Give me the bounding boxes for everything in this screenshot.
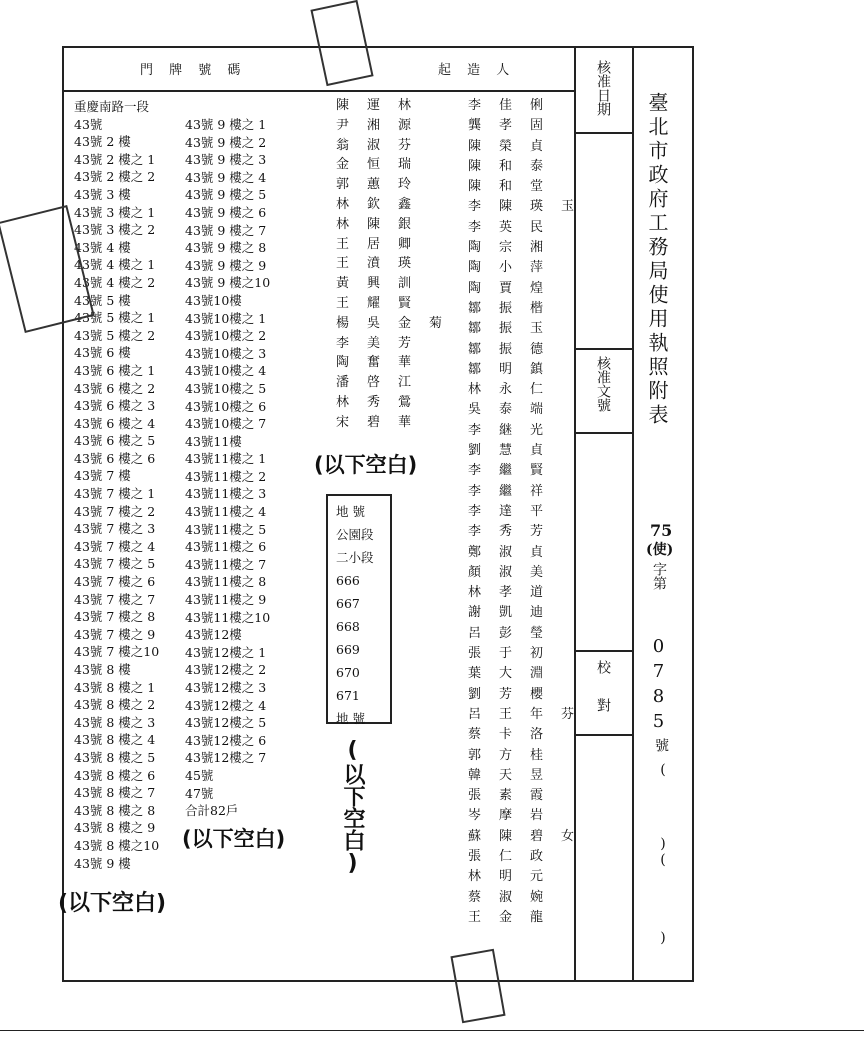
- proofread-header: 校對: [595, 660, 611, 736]
- builder-name: 蔡淑婉: [468, 889, 562, 905]
- builder-name: 李秀芳: [468, 524, 562, 540]
- builder-name: 鄭淑貞: [468, 544, 562, 560]
- builder-name: 鄒振玉: [468, 321, 562, 337]
- address-row: 43號11樓之 9: [185, 592, 267, 608]
- address-row: 43號 6 樓: [74, 345, 131, 361]
- builder-name: 翁淑芬: [336, 137, 430, 153]
- address-row: 43號 3 樓: [74, 186, 131, 202]
- address-row: 43號11樓之 5: [185, 521, 267, 537]
- address-row: 43號 5 樓: [74, 292, 131, 308]
- builder-name: 李繼祥: [468, 483, 562, 499]
- blank-mark-builders: (以下空白): [314, 453, 418, 477]
- address-row: 43號 8 樓之 2: [74, 697, 156, 713]
- address-row: 43號 6 樓之 4: [74, 415, 156, 431]
- address-row: 43號 7 樓之 4: [74, 538, 156, 554]
- blank-mark-addresses: (以下空白): [182, 827, 286, 851]
- address-row: 43號12樓之 5: [185, 715, 267, 731]
- builder-name: 林永仁: [468, 382, 562, 398]
- builder-name: 陳榮貞: [468, 138, 562, 154]
- address-row: 43號 7 樓之 8: [74, 609, 156, 625]
- builder-name: 金恒瑞: [336, 157, 430, 173]
- land-lot-row: 668: [336, 619, 360, 634]
- builder-name: 李美芳: [336, 335, 430, 351]
- blank-mark-lots: (以下空白): [340, 738, 365, 876]
- address-list-1: [74, 98, 159, 872]
- address-list-2: [185, 116, 270, 820]
- door-number-header: 門 牌 號 碼: [140, 63, 247, 78]
- builder-name: 郭蕙玲: [336, 177, 430, 193]
- builder-name: 謝凱迪: [468, 605, 562, 621]
- land-lot-row: 地 號: [336, 504, 365, 519]
- address-row: 43號12樓之 7: [185, 750, 267, 766]
- builder-name: 王濆瑛: [336, 256, 430, 272]
- builder-name: 李達平: [468, 503, 562, 519]
- land-lot-row: 671: [336, 688, 360, 703]
- builder-name: 王耀賢: [336, 295, 430, 311]
- address-row: 43號 8 樓之 5: [74, 749, 156, 765]
- address-row: 43號 5 樓之 1: [74, 310, 156, 326]
- address-row: 43號 7 樓之 6: [74, 574, 156, 590]
- address-row: 合計82戶: [185, 803, 239, 819]
- address-row: 43號 4 樓: [74, 239, 131, 255]
- blank-mark-bottom: (以下空白): [58, 891, 167, 916]
- address-row: 43號 9 樓之 9: [185, 257, 267, 273]
- land-lot-row: 二小段: [336, 550, 374, 565]
- land-lot-row: 666: [336, 573, 360, 588]
- address-row: 43號 8 樓之 8: [74, 802, 156, 818]
- license-suffix: 號: [653, 738, 669, 752]
- builder-name: 李陳瑛玉: [468, 199, 593, 215]
- address-row: 43號 9 樓之 3: [185, 152, 267, 168]
- address-row: 47號: [185, 785, 214, 801]
- address-row: 重慶南路一段: [74, 99, 150, 114]
- builder-name: 劉慧貞: [468, 443, 562, 459]
- address-row: 43號11樓之 6: [185, 539, 267, 555]
- builder-name: 張仁政: [468, 848, 562, 864]
- address-row: 43號 8 樓之10: [74, 837, 160, 853]
- builder-list-1: [336, 96, 460, 433]
- address-row: 43號 7 樓之 5: [74, 556, 156, 572]
- address-row: 43號 5 樓之 2: [74, 327, 156, 343]
- builder-name: 呂王年芬: [468, 706, 593, 722]
- builder-name: 陶賈煌: [468, 280, 562, 296]
- address-row: 43號11樓之 1: [185, 451, 267, 467]
- license-paren-open: (: [655, 762, 671, 778]
- builder-name: 潘啓江: [336, 375, 430, 391]
- builder-name: 李繼賢: [468, 463, 562, 479]
- address-row: 43號10樓之 7: [185, 416, 267, 432]
- land-lot-row: 669: [336, 642, 360, 657]
- address-row: 43號 3 樓之 1: [74, 204, 156, 220]
- license-year: 75: [650, 521, 673, 540]
- address-row: 43號10樓之 2: [185, 328, 267, 344]
- address-row: 43號 4 樓之 2: [74, 274, 156, 290]
- builder-name: 宋碧華: [336, 414, 430, 430]
- address-row: 43號10樓之 6: [185, 398, 267, 414]
- builder-name: 蘇陳碧女: [468, 828, 593, 844]
- builder-name: 吳泰端: [468, 402, 562, 418]
- builder-name: 陳和堂: [468, 179, 562, 195]
- license-paren-close: ): [655, 930, 671, 946]
- address-row: 43號 7 樓: [74, 468, 131, 484]
- address-row: 43號12樓之 2: [185, 662, 267, 678]
- builder-name: 林欽鑫: [336, 196, 430, 212]
- address-row: 43號 9 樓之10: [185, 275, 271, 291]
- builder-name: 龔孝固: [468, 118, 562, 134]
- builder-name: 鄒振楷: [468, 300, 562, 316]
- land-lot-row: 670: [336, 665, 360, 680]
- builder-name: 陳運林: [336, 98, 430, 113]
- builder-name: 陶奮華: [336, 355, 430, 371]
- address-row: 45號: [185, 767, 214, 783]
- builder-name: 韓天昱: [468, 767, 562, 783]
- address-row: 43號 6 樓之 6: [74, 450, 156, 466]
- builder-name: 鄒明鎮: [468, 361, 562, 377]
- land-lot-row: 公園段: [336, 527, 374, 542]
- builder-name: 黃興訓: [336, 276, 430, 292]
- land-lot-row: 667: [336, 596, 360, 611]
- builder-name: 李英民: [468, 219, 562, 235]
- builder-name: 李佳俐: [468, 98, 562, 113]
- builder-name: 劉芳櫻: [468, 686, 562, 702]
- address-row: 43號11樓之 4: [185, 504, 267, 520]
- builder-name: 蔡卡洛: [468, 727, 562, 743]
- address-row: 43號11樓: [185, 433, 242, 449]
- builder-name: 林孝道: [468, 585, 562, 601]
- address-row: 43號 7 樓之10: [74, 644, 160, 660]
- address-row: 43號 3 樓之 2: [74, 222, 156, 238]
- address-row: 43號 6 樓之 2: [74, 380, 156, 396]
- address-row: 43號 8 樓之 4: [74, 732, 156, 748]
- builder-name: 郭方桂: [468, 747, 562, 763]
- address-row: 43號: [74, 116, 103, 132]
- builder-name: 林陳銀: [336, 216, 430, 232]
- form-title: 臺北市政府工務局使用執照附表: [645, 92, 669, 428]
- builder-name: 林秀鶯: [336, 394, 430, 410]
- address-row: 43號10樓之 4: [185, 363, 267, 379]
- address-row: 43號 6 樓之 1: [74, 362, 156, 378]
- license-paren-mid: )(: [655, 836, 671, 868]
- license-number: 0785: [648, 636, 669, 736]
- builder-name: 林明元: [468, 869, 562, 885]
- address-row: 43號 9 樓之 2: [185, 134, 267, 150]
- address-row: 43號12樓之 1: [185, 644, 267, 660]
- address-row: 43號 7 樓之 3: [74, 521, 156, 537]
- address-row: 43號 7 樓之 7: [74, 591, 156, 607]
- builder-name: 楊吳金菊: [336, 315, 461, 331]
- address-row: 43號 7 樓之 2: [74, 503, 156, 519]
- builder-name: 張于初: [468, 646, 562, 662]
- builder-name: 李継光: [468, 422, 562, 438]
- address-row: 43號 8 樓之 3: [74, 714, 156, 730]
- builder-name: 王金龍: [468, 909, 562, 925]
- address-row: 43號12樓: [185, 627, 242, 643]
- address-row: 43號 9 樓之 8: [185, 240, 267, 256]
- address-row: 43號 6 樓之 3: [74, 398, 156, 414]
- address-row: 43號 9 樓之 5: [185, 187, 267, 203]
- license-type: (使): [646, 542, 674, 558]
- address-row: 43號12樓之 4: [185, 697, 267, 713]
- approval-date-header: 核准日期: [595, 60, 611, 116]
- address-row: 43號10樓之 3: [185, 345, 267, 361]
- approval-doc-header: 核准文號: [595, 356, 611, 412]
- address-row: 43號 8 樓之 6: [74, 767, 156, 783]
- builder-name: 鄒振德: [468, 341, 562, 357]
- address-row: 43號 9 樓之 4: [185, 169, 267, 185]
- builder-name: 呂彭瑩: [468, 625, 562, 641]
- address-row: 43號11樓之 8: [185, 574, 267, 590]
- builder-name: 岑摩岩: [468, 808, 562, 824]
- land-lot-row: 地 號: [336, 711, 365, 726]
- address-row: 43號 8 樓之 1: [74, 679, 156, 695]
- address-row: 43號 4 樓之 1: [74, 257, 156, 273]
- address-row: 43號10樓: [185, 292, 242, 308]
- address-row: 43號 8 樓之 7: [74, 785, 156, 801]
- address-row: 43號 7 樓之 1: [74, 486, 156, 502]
- address-row: 43號 8 樓之 9: [74, 820, 156, 836]
- seal-stamp-top: [310, 0, 373, 86]
- land-lot-list: [336, 500, 374, 730]
- address-row: 43號11樓之 2: [185, 468, 267, 484]
- builder-name: 陶宗湘: [468, 240, 562, 256]
- address-row: 43號11樓之 3: [185, 486, 267, 502]
- address-row: 43號12樓之 3: [185, 680, 267, 695]
- address-row: 43號10樓之 5: [185, 380, 267, 396]
- builder-name: 顏淑美: [468, 564, 562, 580]
- address-row: 43號 2 樓之 1: [74, 151, 156, 167]
- address-row: 43號 2 樓之 2: [74, 169, 156, 185]
- builder-header: 起 造 人: [438, 63, 516, 78]
- address-row: 43號10樓之 1: [185, 310, 267, 326]
- address-row: 43號 6 樓之 5: [74, 433, 156, 449]
- address-row: 43號 7 樓之 9: [74, 626, 156, 642]
- builder-name: 王居卿: [336, 236, 430, 252]
- builder-name: 張素霞: [468, 788, 562, 804]
- address-row: 43號 9 樓之 6: [185, 204, 267, 220]
- builder-name: 尹湘源: [336, 117, 430, 133]
- address-row: 43號 2 樓: [74, 134, 131, 150]
- seal-stamp-bottom: [450, 949, 505, 1024]
- address-row: 43號11樓之10: [185, 609, 271, 625]
- builder-name: 陶小萍: [468, 260, 562, 276]
- address-row: 43號12樓之 6: [185, 732, 267, 748]
- address-row: 43號11樓之 7: [185, 556, 267, 572]
- address-row: 43號 8 樓: [74, 662, 131, 677]
- address-row: 43號 9 樓之 7: [185, 222, 267, 238]
- address-row: 43號 9 樓: [74, 855, 131, 871]
- builder-name: 陳和泰: [468, 158, 562, 174]
- address-row: 43號 9 樓之 1: [185, 117, 267, 132]
- builder-list-2: [468, 96, 592, 928]
- license-word: 字第: [651, 562, 667, 590]
- builder-name: 葉大淵: [468, 666, 562, 682]
